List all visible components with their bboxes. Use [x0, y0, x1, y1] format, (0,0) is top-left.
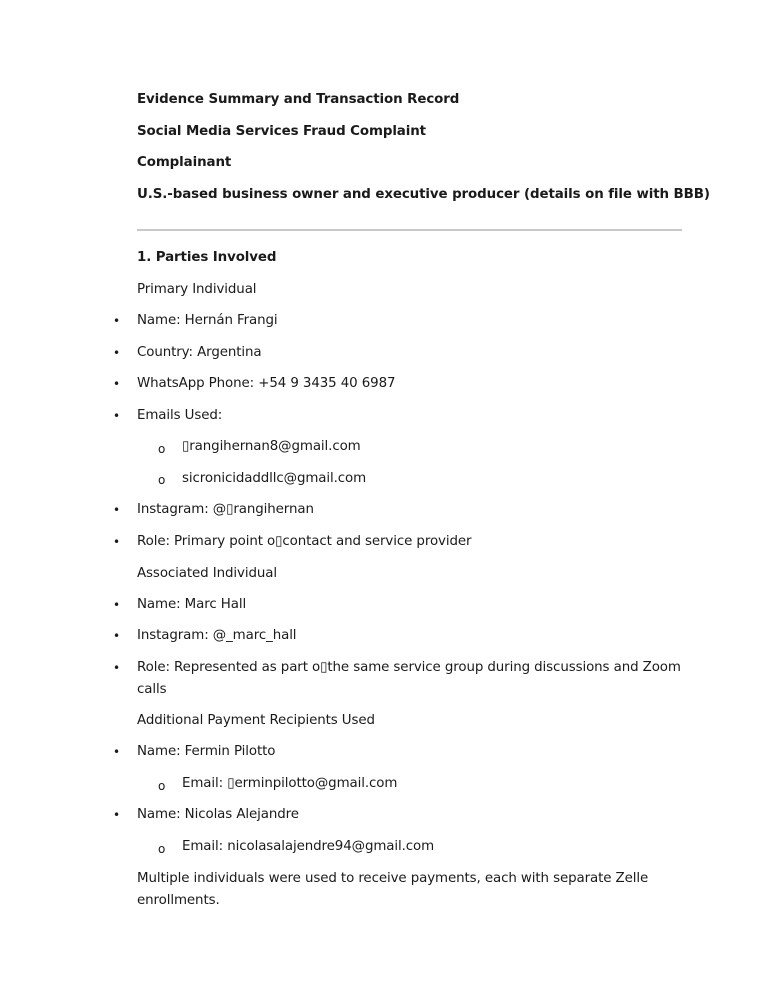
sub-bullet-icon: o: [158, 442, 166, 456]
primary-email-2: sicronicidaddllc@gmail.com: [182, 471, 367, 486]
bullet-icon: •: [113, 409, 121, 423]
primary-emails-label: Emails Used:: [137, 408, 223, 423]
recipient-2-email: Email: nicolasalajendre94@gmail.com: [182, 839, 435, 854]
primary-name: Name: Hernán Frangi: [137, 313, 278, 328]
sub-bullet-icon: o: [158, 842, 166, 856]
complainant-description: U.S.-based business owner and executive producer (details on file with BBB): [137, 187, 710, 202]
recipient-2-name: Name: Nicolas Alejandre: [137, 807, 299, 822]
primary-individual-label: Primary Individual: [137, 282, 257, 297]
bullet-icon: •: [113, 629, 121, 643]
bullet-icon: •: [113, 598, 121, 612]
primary-email-1: ▯rangihernan8@gmail.com: [182, 439, 361, 454]
bullet-icon: •: [113, 314, 121, 328]
bullet-icon: •: [113, 377, 121, 391]
primary-phone: WhatsApp Phone: +54 9 3435 40 6987: [137, 376, 396, 391]
bullet-icon: •: [113, 346, 121, 360]
recipient-1-name: Name: Fermin Pilotto: [137, 744, 276, 759]
associated-name: Name: Marc Hall: [137, 597, 247, 612]
sub-bullet-icon: o: [158, 473, 166, 487]
associated-instagram: Instagram: @_marc_hall: [137, 628, 297, 643]
section-heading: 1. Parties Involved: [137, 250, 277, 265]
associated-individual-label: Associated Individual: [137, 566, 277, 581]
bullet-icon: •: [113, 535, 121, 549]
complainant-label: Complainant: [137, 155, 232, 170]
sub-bullet-icon: o: [158, 779, 166, 793]
associated-role: Role: Represented as part o▯the same service group during discussions and Zoom calls: [137, 660, 681, 697]
bullet-icon: •: [113, 661, 121, 675]
payment-note: Multiple individuals were used to receive payments, each with separate Zelle enrollments.: [137, 871, 649, 908]
additional-recipients-label: Additional Payment Recipients Used: [137, 713, 375, 728]
primary-role: Role: Primary point o▯contact and service provider: [137, 534, 472, 549]
primary-country: Country: Argentina: [137, 345, 262, 360]
document-subtitle: Social Media Services Fraud Complaint: [137, 124, 426, 139]
bullet-icon: •: [113, 745, 121, 759]
recipient-1-email: Email: ▯erminpilotto@gmail.com: [182, 776, 398, 791]
bullet-icon: •: [113, 503, 121, 517]
primary-instagram: Instagram: @▯rangihernan: [137, 502, 314, 517]
section-divider: [137, 229, 682, 231]
bullet-icon: •: [113, 808, 121, 822]
document-title: Evidence Summary and Transaction Record: [137, 92, 460, 107]
